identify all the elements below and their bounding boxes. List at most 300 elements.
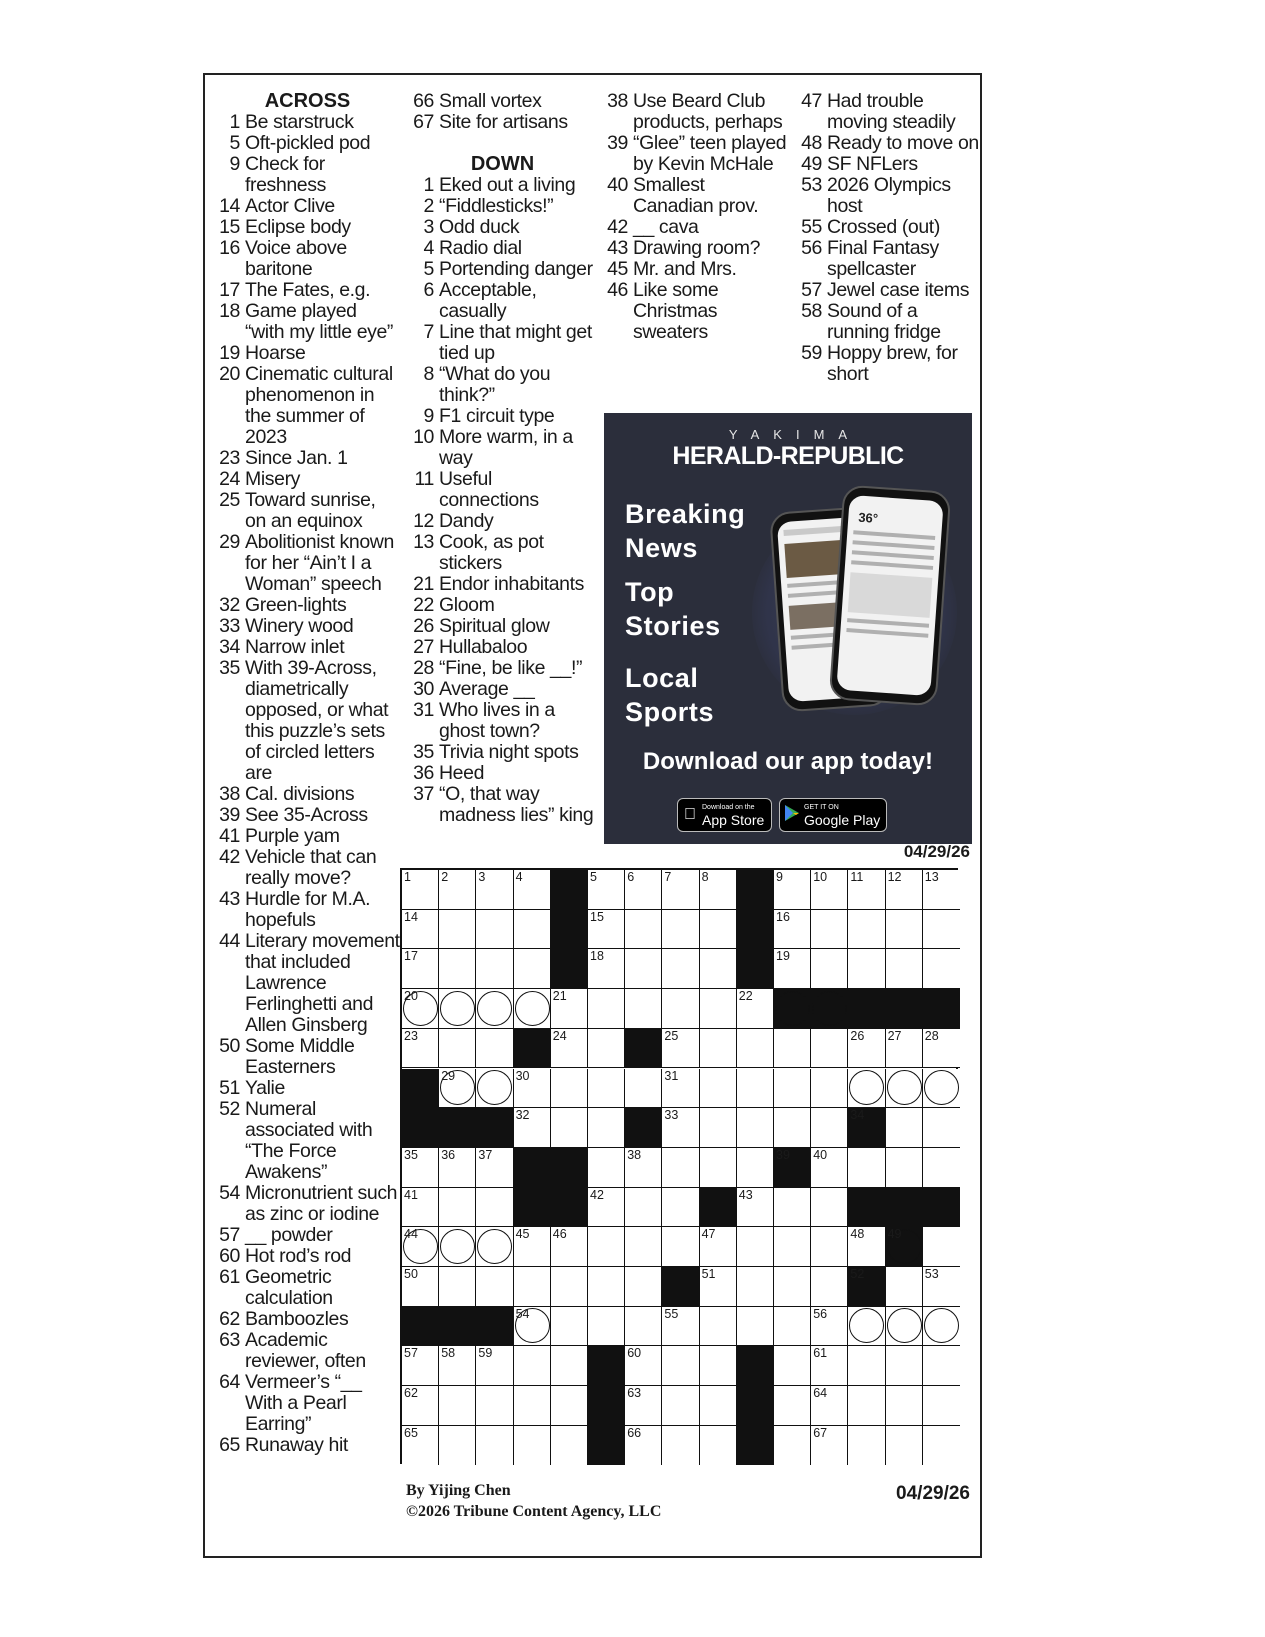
clue-number: 52 [219,1098,240,1120]
clue-text: Oft-pickled pod [245,132,371,154]
clue [410,112,595,133]
grid-cell[interactable] [588,989,625,1029]
circle-marker [849,1308,884,1343]
cell-number: 33 [664,1108,679,1123]
grid-cell[interactable] [774,1386,811,1426]
grid-cell[interactable] [886,1029,923,1069]
date-top: 04/29/26 [903,842,970,861]
grid-cell[interactable] [402,1188,439,1228]
grid-cell[interactable] [625,949,662,989]
clue-number: 32 [219,594,240,616]
grid-cell[interactable] [774,1029,811,1069]
clue-number: 64 [219,1371,240,1393]
clue-number: 62 [219,1308,240,1330]
cell-number: 3 [478,870,486,884]
grid-cell[interactable] [774,1069,811,1109]
grid-cell[interactable] [551,1426,588,1466]
grid-cell[interactable] [700,910,737,950]
grid-cell[interactable] [886,1426,923,1466]
grid-cell[interactable] [514,989,551,1029]
clue-text: Spiritual glow [439,615,550,637]
grid-cell[interactable] [625,1307,662,1347]
grid-cell[interactable] [476,949,513,989]
grid-cell[interactable] [811,910,848,950]
grid-cell[interactable] [625,1069,662,1109]
app-advertisement[interactable] [604,413,972,844]
grid-cell[interactable] [551,1346,588,1386]
clue-number: 61 [219,1266,240,1288]
grid-cell[interactable] [402,870,439,910]
grid-cell[interactable] [662,1069,699,1109]
grid-cell[interactable] [588,1188,625,1228]
grid-cell[interactable] [811,1307,848,1347]
clue [215,490,400,532]
grid-cell[interactable] [625,1148,662,1188]
grid-cell[interactable] [886,1108,923,1148]
clue [797,175,979,217]
grid-cell[interactable] [774,1426,811,1466]
grid-cell[interactable] [700,1307,737,1347]
clue [410,469,595,511]
app-store-button[interactable] [677,798,772,832]
grid-cell[interactable] [700,1108,737,1148]
clue-number: 58 [801,300,822,322]
grid-block [514,1029,551,1069]
grid-cell[interactable] [551,1386,588,1426]
grid-cell[interactable] [886,1069,923,1109]
grid-cell[interactable] [848,949,885,989]
grid-cell[interactable] [700,989,737,1029]
grid-cell[interactable] [923,1069,960,1109]
grid-cell[interactable] [402,989,439,1029]
clue-text: Vermeer’s “__ With a Pearl Earring” [245,1371,362,1435]
grid-cell[interactable] [588,870,625,910]
clue-text: Vehicle that can really move? [245,846,377,889]
grid-cell[interactable] [886,1386,923,1426]
grid-cell[interactable] [439,989,476,1029]
grid-cell[interactable] [662,910,699,950]
clue-column-4 [797,91,979,385]
clue-text: Runaway hit [245,1434,348,1456]
cell-number: 18 [590,949,604,964]
clue-number: 28 [413,657,434,679]
grid-cell[interactable] [662,1227,699,1267]
grid-cell[interactable] [551,1267,588,1307]
clue-number: 11 [414,468,434,490]
grid-cell[interactable] [700,1148,737,1188]
grid-cell[interactable] [439,1426,476,1466]
grid-cell[interactable] [848,1426,885,1466]
grid-cell[interactable] [923,1108,960,1148]
grid-block [737,910,774,950]
clue [215,112,400,133]
clue-number: 25 [219,489,240,511]
grid-cell[interactable] [811,1267,848,1307]
clue-number: 31 [413,699,434,721]
grid-cell[interactable] [662,870,699,910]
clue-number: 47 [801,90,822,112]
grid-cell[interactable] [811,1227,848,1267]
clue-number: 8 [423,363,434,385]
cell-number: 29 [441,1068,456,1083]
cell-number: 36 [441,1147,456,1162]
grid-cell[interactable] [811,1148,848,1188]
clue [215,826,400,847]
grid-cell[interactable] [551,1227,588,1267]
grid-block [886,989,923,1029]
grid-cell[interactable] [402,1029,439,1069]
grid-cell[interactable] [848,1148,885,1188]
clue [410,406,595,427]
circle-marker [477,1070,512,1105]
grid-block [662,1267,699,1307]
clue-number: 1 [423,174,434,196]
grid-block [886,1227,923,1267]
clue-number: 57 [219,1224,240,1246]
clue-text: Acceptable, casually [439,279,537,322]
grid-cell[interactable] [848,1029,885,1069]
grid-cell[interactable] [848,1227,885,1267]
grid-cell[interactable] [737,989,774,1029]
grid-block [476,1307,513,1347]
ad-call-to-action: Download our app today! [642,748,934,775]
grid-cell[interactable] [774,949,811,989]
cell-number: 10 [813,870,828,884]
grid-cell[interactable] [886,1346,923,1386]
grid-cell[interactable] [439,1188,476,1228]
cell-number: 14 [404,909,418,924]
grid-cell[interactable] [588,1148,625,1188]
grid-cell[interactable] [625,1227,662,1267]
circle-marker [440,991,475,1026]
grid-cell[interactable] [402,1426,439,1466]
grid-cell[interactable] [625,910,662,950]
grid-cell[interactable] [662,1386,699,1426]
grid-cell[interactable] [923,1267,960,1307]
grid-block [588,1346,625,1386]
clue-text: Bamboozles [245,1308,349,1330]
clue [797,238,979,280]
cell-number: 5 [590,870,597,884]
clue-text: Had trouble moving steadily [827,90,956,133]
clue [410,217,595,238]
clue-number: 20 [219,363,240,385]
cell-number: 7 [664,870,672,884]
grid-cell[interactable] [662,1148,699,1188]
grid-cell[interactable] [551,1069,588,1109]
grid-cell[interactable] [811,1386,848,1426]
grid-cell[interactable] [811,1069,848,1109]
grid-block [402,1108,439,1148]
grid-cell[interactable] [662,949,699,989]
grid-cell[interactable] [811,1029,848,1069]
clue [215,448,400,469]
grid-cell[interactable] [439,910,476,950]
grid-cell[interactable] [588,910,625,950]
clue-number: 59 [801,342,822,364]
grid-cell[interactable] [737,1029,774,1069]
grid-cell[interactable] [848,1069,885,1109]
clue-number: 38 [607,90,628,112]
grid-cell[interactable] [588,1069,625,1109]
grid-cell[interactable] [514,1426,551,1466]
grid-cell[interactable] [476,989,513,1029]
across-clue-list [215,112,400,1456]
grid-cell[interactable] [551,1108,588,1148]
grid-cell[interactable] [551,1029,588,1069]
clue-column-1 [215,91,400,1456]
cell-number: 46 [552,1227,567,1242]
grid-cell[interactable] [514,1267,551,1307]
grid-cell[interactable] [588,1307,625,1347]
clue-text: Mr. and Mrs. [633,258,737,280]
grid-cell[interactable] [625,870,662,910]
grid-cell[interactable] [514,1307,551,1347]
grid-cell[interactable] [700,949,737,989]
clue [797,217,979,238]
grid-cell[interactable] [625,989,662,1029]
clue [215,1225,400,1246]
grid-cell[interactable] [402,1346,439,1386]
grid-cell[interactable] [774,1227,811,1267]
grid-cell[interactable] [737,1307,774,1347]
grid-cell[interactable] [700,1029,737,1069]
clue [410,616,595,637]
grid-block [625,1108,662,1148]
grid-cell[interactable] [923,1386,960,1426]
cell-number: 63 [627,1386,642,1401]
clue-number: 49 [801,153,822,175]
clue [410,91,595,112]
grid-cell[interactable] [886,1148,923,1188]
grid-cell[interactable] [774,1188,811,1228]
grid-cell[interactable] [625,1386,662,1426]
grid-cell[interactable] [848,1386,885,1426]
grid-cell[interactable] [923,1029,960,1069]
phone-front-image [829,484,952,706]
clue [603,91,788,133]
grid-cell[interactable] [588,949,625,989]
clue-text: Narrow inlet [245,636,345,658]
grid-cell[interactable] [402,1227,439,1267]
grid-cell[interactable] [700,1227,737,1267]
grid-cell[interactable] [848,1346,885,1386]
grid-cell[interactable] [811,949,848,989]
grid-cell[interactable] [514,1346,551,1386]
copyright: ©2026 Tribune Content Agency, LLC [406,1503,662,1520]
grid-cell[interactable] [514,910,551,950]
grid-cell[interactable] [811,1188,848,1228]
grid-cell[interactable] [625,1267,662,1307]
grid-cell[interactable] [886,910,923,950]
grid-cell[interactable] [700,1069,737,1109]
grid-cell[interactable] [848,870,885,910]
grid-cell[interactable] [700,1346,737,1386]
clue [410,364,595,406]
grid-cell[interactable] [923,949,960,989]
grid-cell[interactable] [439,949,476,989]
clue-text: Literary movement that included Lawrence Ferlinghetti and Allen Ginsberg [245,930,400,1036]
grid-cell[interactable] [848,910,885,950]
grid-cell[interactable] [774,910,811,950]
clue-text: Be starstruck [245,111,354,133]
grid-cell[interactable] [476,870,513,910]
google-play-small-text: GET IT ON [804,804,839,811]
down-clue-list [410,175,595,826]
grid-cell[interactable] [476,1227,513,1267]
grid-cell[interactable] [514,1386,551,1426]
grid-cell[interactable] [662,1426,699,1466]
grid-block [476,1108,513,1148]
grid-cell[interactable] [402,1267,439,1307]
grid-cell[interactable] [514,1227,551,1267]
grid-cell[interactable] [886,1307,923,1347]
cell-number: 43 [738,1187,753,1202]
clue-text: Hot rod’s rod [245,1245,352,1267]
grid-cell[interactable] [737,1267,774,1307]
cell-number: 41 [404,1187,418,1202]
grid-cell[interactable] [886,949,923,989]
grid-cell[interactable] [625,1346,662,1386]
grid-cell[interactable] [923,1426,960,1466]
clue [410,175,595,196]
grid-cell[interactable] [625,1188,662,1228]
grid-cell[interactable] [737,1069,774,1109]
grid-cell[interactable] [588,1267,625,1307]
grid-cell[interactable] [514,1069,551,1109]
grid-cell[interactable] [923,1346,960,1386]
grid-cell[interactable] [439,1267,476,1307]
grid-cell[interactable] [551,1307,588,1347]
clue-number: 36 [413,762,434,784]
grid-cell[interactable] [588,1227,625,1267]
grid-cell[interactable] [774,1267,811,1307]
grid-cell[interactable] [886,1267,923,1307]
clue [410,700,595,742]
grid-cell[interactable] [662,1346,699,1386]
crossword-grid[interactable] [400,868,958,1464]
grid-cell[interactable] [923,1148,960,1188]
grid-cell[interactable] [476,910,513,950]
grid-cell[interactable] [662,989,699,1029]
grid-cell[interactable] [774,1108,811,1148]
clue-text: Odd duck [439,216,520,238]
grid-cell[interactable] [514,870,551,910]
grid-cell[interactable] [439,1386,476,1426]
cell-number: 47 [701,1227,716,1242]
grid-cell[interactable] [811,1426,848,1466]
grid-cell[interactable] [625,1426,662,1466]
grid-cell[interactable] [923,1307,960,1347]
clue-number: 42 [607,216,628,238]
clue-text: “What do you think?” [439,363,551,406]
grid-cell[interactable] [402,1148,439,1188]
clue-text: Jewel case items [827,279,970,301]
circle-marker [477,991,512,1026]
ad-line-sports: Sports [625,697,715,727]
clue-number: 43 [607,237,628,259]
grid-cell[interactable] [514,1108,551,1148]
grid-cell[interactable] [886,870,923,910]
grid-cell[interactable] [923,910,960,950]
grid-block [737,1426,774,1466]
clue-number: 12 [413,510,434,532]
grid-cell[interactable] [848,1307,885,1347]
grid-cell[interactable] [737,1148,774,1188]
grid-cell[interactable] [439,1148,476,1188]
grid-cell[interactable] [774,1307,811,1347]
clue-text: Hoarse [245,342,306,364]
grid-cell[interactable] [811,870,848,910]
grid-cell[interactable] [476,1386,513,1426]
grid-cell[interactable] [737,1108,774,1148]
grid-cell[interactable] [700,870,737,910]
clue [603,175,788,217]
clue [215,154,400,196]
grid-cell[interactable] [737,1227,774,1267]
grid-cell[interactable] [402,910,439,950]
grid-cell[interactable] [439,1029,476,1069]
grid-cell[interactable] [476,1426,513,1466]
cell-number: 61 [813,1346,828,1361]
grid-cell[interactable] [476,1148,513,1188]
grid-cell[interactable] [774,870,811,910]
grid-cell[interactable] [811,1346,848,1386]
grid-cell[interactable] [476,1029,513,1069]
grid-cell[interactable] [514,949,551,989]
grid-cell[interactable] [476,1188,513,1228]
clue-number: 16 [219,237,240,259]
google-play-button[interactable] [779,798,887,832]
clue [410,322,595,364]
cell-number: 23 [404,1028,418,1043]
clue-text: Useful connections [439,468,539,511]
grid-cell[interactable] [551,989,588,1029]
grid-cell[interactable] [476,1069,513,1109]
grid-cell[interactable] [439,1346,476,1386]
grid-cell[interactable] [662,1307,699,1347]
grid-cell[interactable] [476,1267,513,1307]
grid-block [439,1307,476,1347]
grid-cell[interactable] [439,1069,476,1109]
grid-cell[interactable] [923,870,960,910]
grid-cell[interactable] [662,1029,699,1069]
grid-cell[interactable] [662,1188,699,1228]
grid-cell[interactable] [439,870,476,910]
clue-number: 9 [423,405,434,427]
grid-cell[interactable] [402,949,439,989]
grid-cell[interactable] [476,1346,513,1386]
grid-cell[interactable] [402,1386,439,1426]
grid-cell[interactable] [700,1267,737,1307]
grid-cell[interactable] [588,1029,625,1069]
grid-cell[interactable] [662,1108,699,1148]
grid-cell[interactable] [588,1108,625,1148]
grid-cell[interactable] [811,1108,848,1148]
grid-cell[interactable] [737,1188,774,1228]
grid-cell[interactable] [439,1227,476,1267]
clue [603,259,788,280]
grid-cell[interactable] [774,1346,811,1386]
grid-cell[interactable] [700,1426,737,1466]
clue-number: 48 [801,132,822,154]
grid-cell[interactable] [923,1227,960,1267]
grid-cell[interactable] [700,1386,737,1426]
cell-number: 62 [404,1386,418,1401]
clue-number: 24 [219,468,240,490]
clue-number: 35 [219,657,240,679]
grid-block [737,949,774,989]
